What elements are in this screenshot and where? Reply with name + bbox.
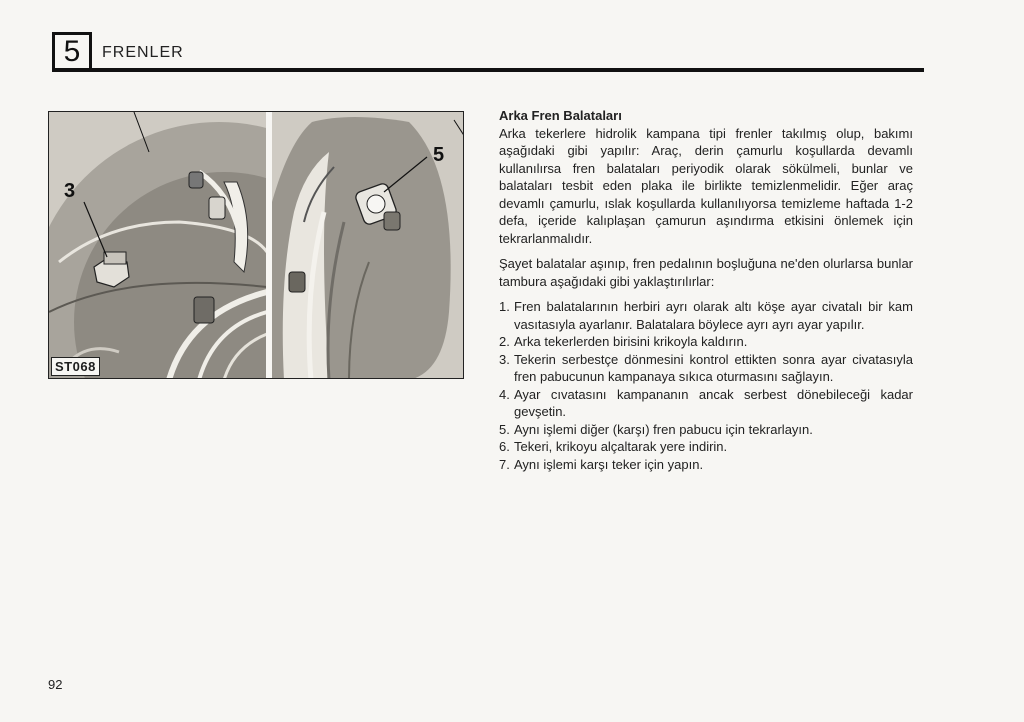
callout-5: 5 [433, 144, 445, 166]
step-number: 6. [499, 439, 510, 454]
step-text: Tekerin serbestçe dönmesini kontrol ettikten sonra ayar civatasıyla fren pabucunun kampanaya sıkıca oturmasını sağlayın. [514, 351, 913, 384]
section-heading: Arka Fren Balataları [499, 108, 622, 123]
step-item [499, 351, 913, 386]
step-text: Aynı işlemi diğer (karşı) fren pabucu için tekrarlayın. [514, 421, 813, 437]
chapter-number-box: 5 [52, 32, 92, 72]
step-number: 2. [499, 334, 510, 349]
step-item [499, 438, 913, 456]
step-number: 7. [499, 456, 510, 472]
chapter-title: FRENLER [102, 44, 184, 61]
step-item [499, 456, 913, 474]
text-column [499, 107, 913, 473]
step-item [499, 386, 913, 421]
step-item [499, 298, 913, 333]
step-text: Fren balatalarının herbiri ayrı olarak altı köşe ayar civatalı bir kam vasıtasıyla ayarlanır. Balatalara böylece ayrı ayrı ayar yapılır. [514, 299, 913, 332]
step-text: Aynı işlemi karşı teker için yapın. [514, 456, 704, 472]
page-number: 92 [48, 677, 63, 692]
steps-list [499, 298, 913, 473]
step-number: 3. [499, 351, 510, 367]
brake-illustration [48, 111, 464, 379]
second-paragraph: Şayet balatalar aşınıp, fren pedalının boşluğuna ne'den olurlarsa bunlar tambura aşağıdaki gibi yaklaştırılırlar: [499, 256, 913, 289]
step-text: Arka tekerlerden birisini krikoyla kaldırın. [514, 334, 748, 349]
brake-drawing [49, 112, 464, 379]
step-item [499, 421, 913, 439]
figure-code: ST068 [51, 357, 100, 376]
step-text: Ayar cıvatasını kampananın ancak serbest dönebileceği kadar gevşetin. [514, 386, 913, 419]
header-rule [52, 68, 924, 72]
callout-3: 3 [64, 180, 76, 202]
intro-paragraph: Arka tekerlere hidrolik kampana tipi frenler takılmış olup, bakımı aşağıdaki gibi yapılır: Araç, derin çamurlu koşullarda devamlı kullanılırsa fren balataları periyodik olarak sökülmeli, bunlar ve balataları tesbit eden plaka ile birlikte temizlenmelidir. Eğer araç devamlı çamurlu, ıslak koşullarda kullanılıyorsa temizleme haftada 1-2 defa, içeride kalıplaşan çamurun aşındırma etkisini önlemek için tekrarlanmalıdır. [499, 125, 913, 246]
step-number: 1. [499, 299, 510, 314]
step-number: 4. [499, 386, 510, 402]
step-text: Tekeri, krikoyu alçaltarak yere indirin. [514, 439, 728, 454]
step-item [499, 333, 913, 351]
step-number: 5. [499, 421, 510, 437]
